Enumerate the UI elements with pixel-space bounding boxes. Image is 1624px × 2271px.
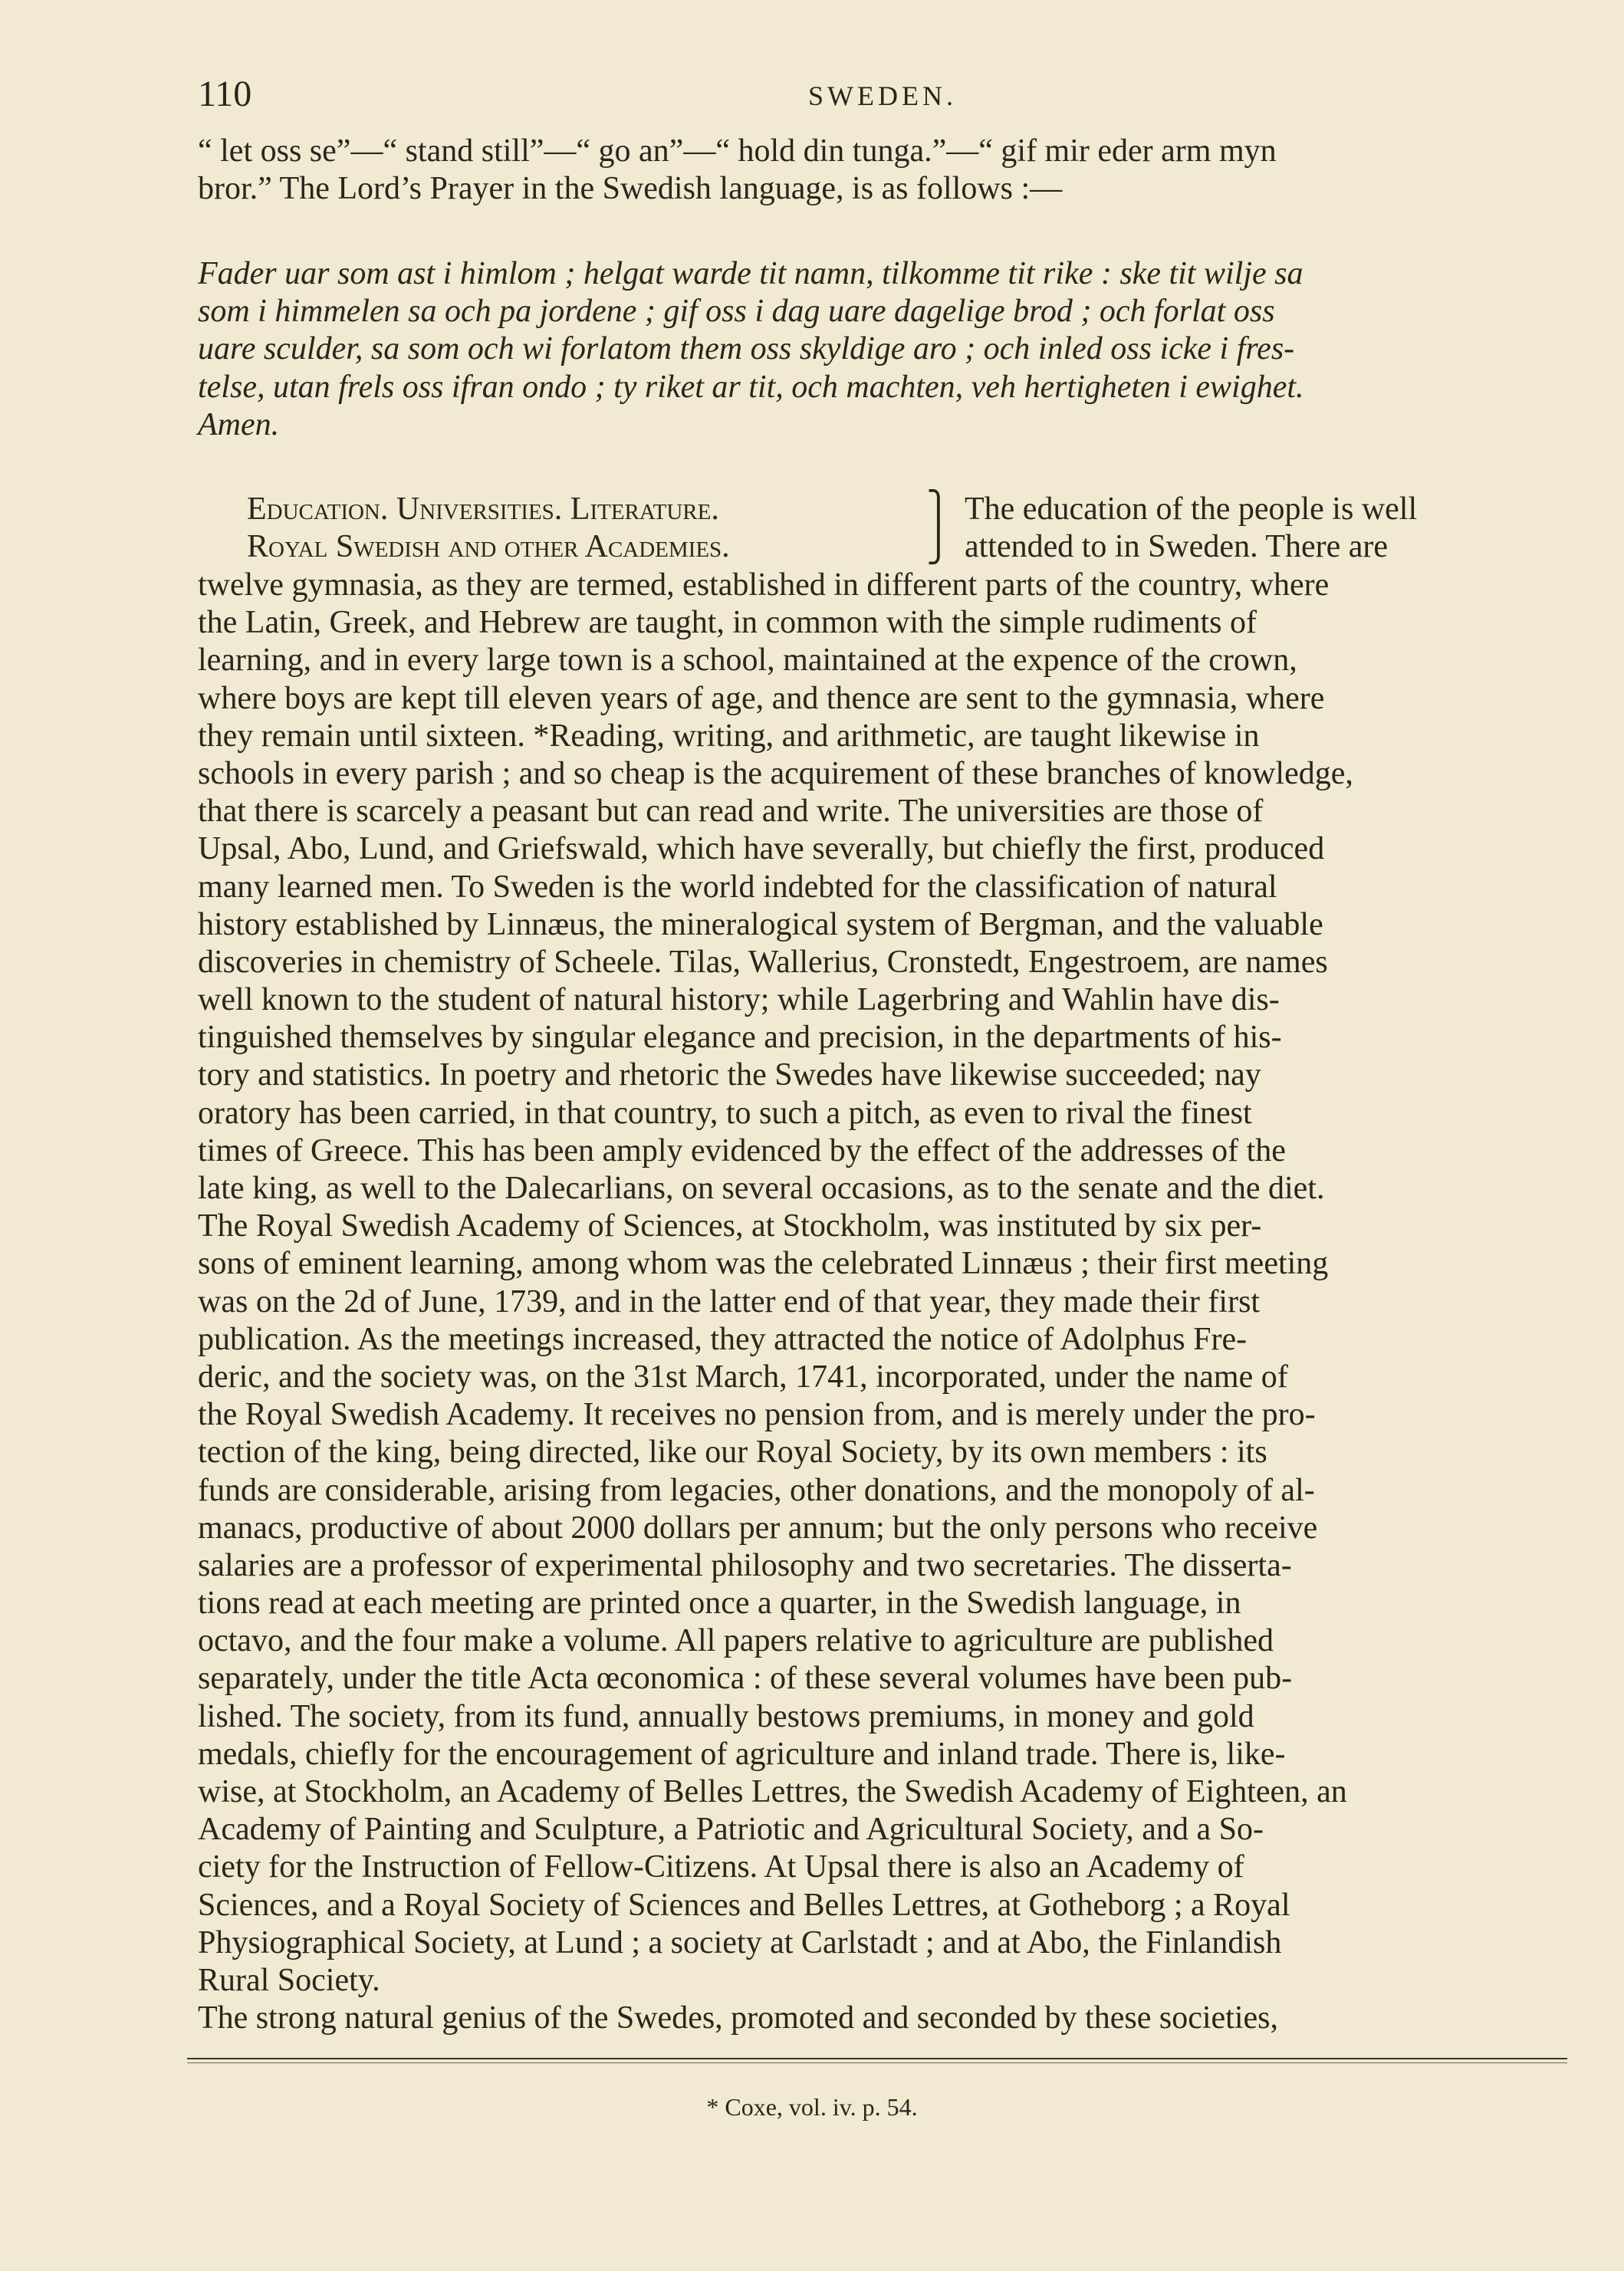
body-line: deric, and the society was, on the 31st March, 1741, incorporated, under the name of [198, 1359, 1288, 1395]
body-line: wise, at Stockholm, an Academy of Belles Lettres, the Swedish Academy of Eighteen, an [198, 1774, 1347, 1809]
section-second-line: attended to in Sweden. There are [965, 529, 1389, 565]
body-line: schools in every parish ; and so cheap is the acquirement of these branches of knowledge, [198, 755, 1353, 791]
body-line: The strong natural genius of the Swedes, promoted and seconded by these societies, [198, 2000, 1278, 2036]
body-line: lished. The society, from its fund, annually bestows premiums, in money and gold [198, 1698, 1254, 1734]
page-number: 110 [198, 74, 252, 114]
text-line: bror.” The Lord’s Prayer in the Swedish language, is as follows :— [198, 171, 1063, 207]
prayer-line: telse, utan frels oss ifran ondo ; ty riket ar tit, och machten, veh hertigheten i ewighet. [198, 369, 1304, 405]
section-first-line: The education of the people is well [965, 491, 1418, 527]
body-line: Physiographical Society, at Lund ; a society at Carlstadt ; and at Abo, the Finlandish [198, 1924, 1282, 1960]
section-heading-1: Education. Universities. Literature. [247, 491, 719, 527]
body-line: tions read at each meeting are printed once a quarter, in the Swedish language, in [198, 1586, 1241, 1622]
section-head-lines [198, 491, 1566, 566]
body-line: many learned men. To Sweden is the world indebted for the classification of natural [198, 869, 1277, 905]
body-line: manacs, productive of about 2000 dollars per annum; but the only persons who receive [198, 1510, 1318, 1546]
body-line: Rural Society. [198, 1962, 380, 1998]
body-line: history established by Linnæus, the mineralogical system of Bergman, and the valuable [198, 906, 1323, 942]
intro-paragraph [198, 133, 1566, 208]
running-title: SWEDEN. [808, 81, 957, 111]
section-body [198, 567, 1566, 2037]
body-line: learning, and in every large town is a school, maintained at the expence of the crown, [198, 643, 1297, 679]
body-line: sons of eminent learning, among whom was the celebrated Linnæus ; their first meeting [198, 1246, 1329, 1282]
body-line: was on the 2d of June, 1739, and in the latter end of that year, they made their first [198, 1283, 1261, 1320]
section-heading-2: Royal Swedish and other Academies. [247, 529, 730, 565]
body-line: late king, as well to the Dalecarlians, on several occasions, as to the senate and the diet. [198, 1171, 1325, 1206]
page-header [0, 0, 1624, 138]
body-line: tory and statistics. In poetry and rhetoric the Swedes have likewise succeeded; nay [198, 1057, 1261, 1093]
body-line: The Royal Swedish Academy of Sciences, at Stockholm, was instituted by six per- [198, 1208, 1262, 1244]
body-line: Upsal, Abo, Lund, and Griefswald, which have severally, but chiefly the first, produced [198, 831, 1325, 867]
body-line: octavo, and the four make a volume. All papers relative to agriculture are published [198, 1623, 1274, 1659]
body-line: well known to the student of natural history; while Lagerbring and Wahlin have dis- [198, 982, 1280, 1018]
body-line: that there is scarcely a peasant but can read and write. The universities are those of [198, 794, 1264, 830]
body-line: Sciences, and a Royal Society of Sciences and Belles Lettres, at Gotheborg ; a Royal [198, 1887, 1290, 1923]
body-line: ciety for the Instruction of Fellow-Citizens. At Upsal there is also an Academy of [198, 1849, 1244, 1885]
body-line: where boys are kept till eleven years of age, and thence are sent to the gymnasia, where [198, 680, 1325, 716]
body-line: Academy of Painting and Sculpture, a Patriotic and Agricultural Society, and a So- [198, 1812, 1264, 1848]
body-line: they remain until sixteen. *Reading, writing, and arithmetic, are taught likewise in [198, 718, 1260, 754]
prayer-line: som i himmelen sa och pa jordene ; gif oss i dag uare dagelige brod ; och forlat oss [198, 294, 1275, 330]
prayer-line: uare sculder, sa som och wi forlatom them oss skyldige aro ; och inled oss icke i fres- [198, 331, 1295, 367]
section-line-2 [198, 528, 1566, 566]
body-line: times of Greece. This has been amply evidenced by the effect of the addresses of the [198, 1132, 1286, 1168]
brace: ⎭ [926, 529, 951, 565]
prayer-line: Amen. [198, 406, 280, 442]
text-line: “ let oss se”—“ stand still”—“ go an”—“ hold din tunga.”—“ gif mir eder arm myn [198, 133, 1277, 169]
body-line: the Latin, Greek, and Hebrew are taught, in common with the simple rudiments of [198, 605, 1257, 641]
lords-prayer [198, 255, 1566, 444]
body-line: tinguished themselves by singular elegance and precision, in the departments of his- [198, 1020, 1282, 1056]
body-line: funds are considerable, arising from legacies, other donations, and the monopoly of al- [198, 1472, 1315, 1508]
body-line: tection of the king, being directed, like our Royal Society, by its own members : its [198, 1435, 1267, 1471]
footnote-rule-thin [187, 2062, 1567, 2063]
section-line-1 [198, 491, 1566, 528]
footnote: * Coxe, vol. iv. p. 54. [706, 2093, 918, 2121]
body-line: the Royal Swedish Academy. It receives no pension from, and is merely under the pro- [198, 1397, 1316, 1433]
body-line: salaries are a professor of experimental philosophy and two secretaries. The disserta- [198, 1547, 1292, 1583]
body-line: publication. As the meetings increased, they attracted the notice of Adolphus Fre- [198, 1321, 1248, 1357]
footnote-rule [187, 2058, 1567, 2059]
body-line: twelve gymnasia, as they are termed, established in different parts of the country, where [198, 567, 1330, 603]
body-line: oratory has been carried, in that country, to such a pitch, as even to rival the finest [198, 1095, 1252, 1131]
brace: ⎫ [926, 491, 951, 527]
body-line: medals, chiefly for the encouragement of agriculture and inland trade. There is, like- [198, 1736, 1286, 1772]
body-line: discoveries in chemistry of Scheele. Tilas, Wallerius, Cronstedt, Engestroem, are names [198, 944, 1328, 980]
body-line: separately, under the title Acta œconomica : of these several volumes have been pub- [198, 1661, 1293, 1697]
prayer-line: Fader uar som ast i himlom ; helgat warde tit namn, tilkomme tit rike : ske tit wilje sa [198, 256, 1303, 291]
